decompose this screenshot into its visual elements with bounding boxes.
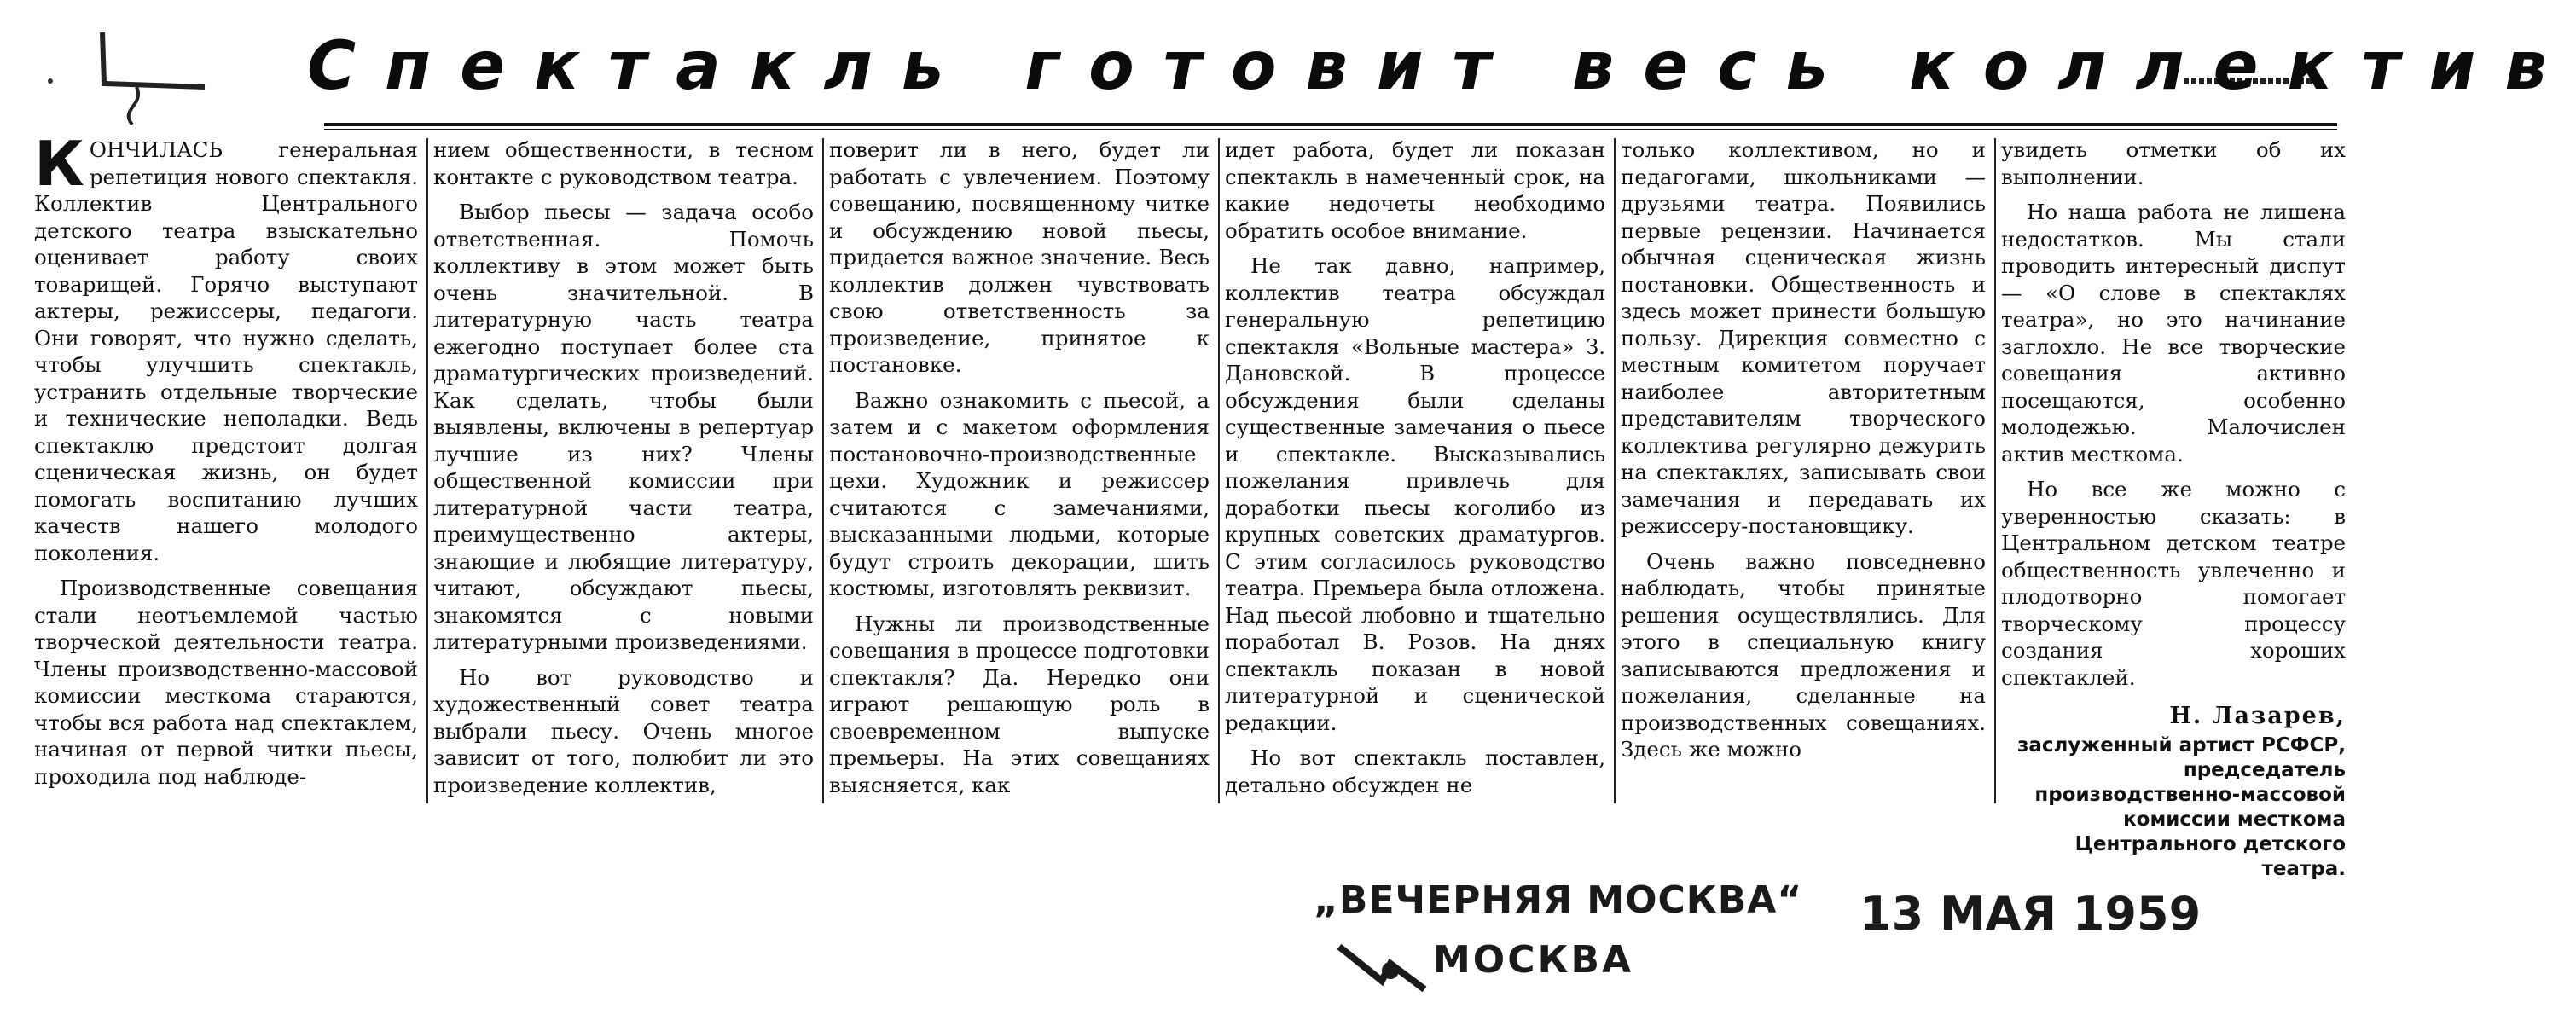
- paragraph: только коллективом, но и педагогами, школьниками — друзьями театра. Появились первые рецензии. Начинается обычная сценическая жизнь постановки. Общественность и здесь может принести большую пользу. Дирекция совместно с местным комитетом поручает наиболее авторитетным представителям творческого коллектива регулярно дежурить на спектаклях, записывать свои замечания и передавать их режиссеру-постановщику.: [1621, 137, 1986, 538]
- paragraph: идет работа, будет ли показан спектакль в намеченный срок, на какие недочеты необходимо обратить особое внимание.: [1225, 137, 1605, 243]
- column-divider: [1614, 138, 1616, 803]
- author-name: Н. Лазарев,: [2169, 703, 2346, 729]
- paragraph: Но наша работа не лишена недостатков. Мы стали проводить интересный диспут — «О слове в спектаклях театра», но это начинание заглохло. Не все творческие совещания активно посещаются, особенно молодежью. Малочислен актив месткома.: [2001, 200, 2346, 467]
- headline-rule: [324, 123, 2337, 126]
- paragraph: Но вот руководство и художественный совет театра выбрали пьесу. Очень многое зависит от того, полюбит ли это произведение коллектив,: [433, 664, 814, 797]
- column-divider: [1218, 138, 1220, 803]
- paragraph: Выбор пьесы — задача особо ответственная. Помочь коллективу в этом может быть очень значительной. В литературную часть театра ежегодно поступает более ста драматургических произведений. Как сделать, чтобы были выявлены, включены в репертуар лучшие из них? Члены общественной комиссии при литературной части театра, преимущественно актеры, знающие и любящие литературу, читают, обсуждают пьесы, знакомятся с новыми литературными произведениями.: [433, 200, 814, 654]
- pen-mark-left: [85, 24, 222, 126]
- article-column-5: [1621, 136, 1986, 819]
- paragraph-text: ОНЧИЛАСЬ генеральная репетиция нового спектакля. Коллектив Центрального детского театра взыскательно оценивает работу своих товарищей. Горячо выступают актеры, режиссеры, педагоги. Они говорят, что нужно сделать, чтобы улучшить спектакль, устранить отдельные творческие и технические неполадки. Ведь спектаклю предстоит долгая сценическая жизнь, он будет помогать воспитанию лучших качеств нашего молодого поколения.: [34, 137, 418, 565]
- paragraph: Но вот спектакль поставлен, детально обсужден не: [1225, 745, 1605, 797]
- article-column-2: [433, 136, 814, 819]
- column-divider: [822, 138, 824, 803]
- drop-cap: К: [34, 128, 84, 200]
- stamp-city: МОСКВА: [1433, 938, 1634, 982]
- paragraph: нием общественности, в тесном контакте с руководством театра.: [433, 137, 814, 189]
- article-column-1: [34, 128, 418, 819]
- paragraph: [34, 128, 418, 566]
- paragraph: Не так давно, например, коллектив театра обсуждал генеральную репетицию спектакля «Вольные мастера» З. Дановской. В процессе обсуждения были сделаны существенные замечания о пьесе и спектакле. Высказывались пожелания привлечь для доработки пьесы коголибо из крупных советских драматургов. С этим согласилось руководство театра. Премьера была отложена. Над пьесой любовно и тщательно поработал В. Розов. На днях спектакль показан в новой литературной и сценической редакции.: [1225, 253, 1605, 735]
- author-title: заслуженный артист РСФСР, председатель производственно-массовой комиссии месткома Центрального детского театра.: [2017, 733, 2346, 880]
- paragraph: Очень важно повседневно наблюдать, чтобы принятые решения осуществлялись. Для этого в специальную книгу записываются предложения и пожелания, сделанные на производственных совещаниях. Здесь же можно: [1621, 548, 1986, 762]
- paragraph: увидеть отметки об их выполнении.: [2001, 137, 2346, 189]
- article-column-6: [2001, 136, 2346, 880]
- column-divider: [426, 138, 428, 803]
- stamp-newspaper-name: „ВЕЧЕРНЯЯ МОСКВА“: [1314, 878, 1803, 922]
- article-column-3: [829, 136, 1210, 819]
- article-column-4: [1225, 136, 1605, 819]
- stamp-date: 13 МАЯ 1959: [1859, 887, 2202, 941]
- paragraph: Но все же можно с уверенностью сказать: в Центральном детском театре общественность увлеченно и плодотворно помогает творческому процессу создания хороших спектаклей.: [2001, 477, 2346, 690]
- ink-dot: [48, 78, 53, 84]
- headline-rule-thin: [324, 129, 2337, 130]
- paragraph: Важно ознакомить с пьесой, а затем и с макетом оформления постановочно-производственные цехи. Художник и режиссер считаются с замечаниями, высказанными людьми, которые будут строить декорации, шить костюмы, изготовлять реквизит.: [829, 387, 1210, 600]
- stamp-logo-icon: [1331, 930, 1433, 998]
- page-headline: Спектакль готовит весь коллектив: [307, 28, 2576, 105]
- column-divider: [1994, 138, 1996, 803]
- paragraph: Производственные совещания стали неотъемлемой частью творческой деятельности театра. Члены производственно-массовой комиссии месткома стараются, чтобы вся работа над спектаклем, начиная от первой читки пьесы, проходила под наблюде-: [34, 576, 418, 789]
- paragraph: Нужны ли производственные совещания в процессе подготовки спектакля? Да. Нередко они играют решающую роль в своевременном выпуске премьеры. На этих совещаниях выясняется, как: [829, 611, 1210, 797]
- paragraph: поверит ли в него, будет ли работать с увлечением. Поэтому совещанию, посвященному читке и обсуждению новой пьесы, придается важное значение. Весь коллектив должен чувствовать свою ответственность за произведение, принятое к постановке.: [829, 137, 1210, 377]
